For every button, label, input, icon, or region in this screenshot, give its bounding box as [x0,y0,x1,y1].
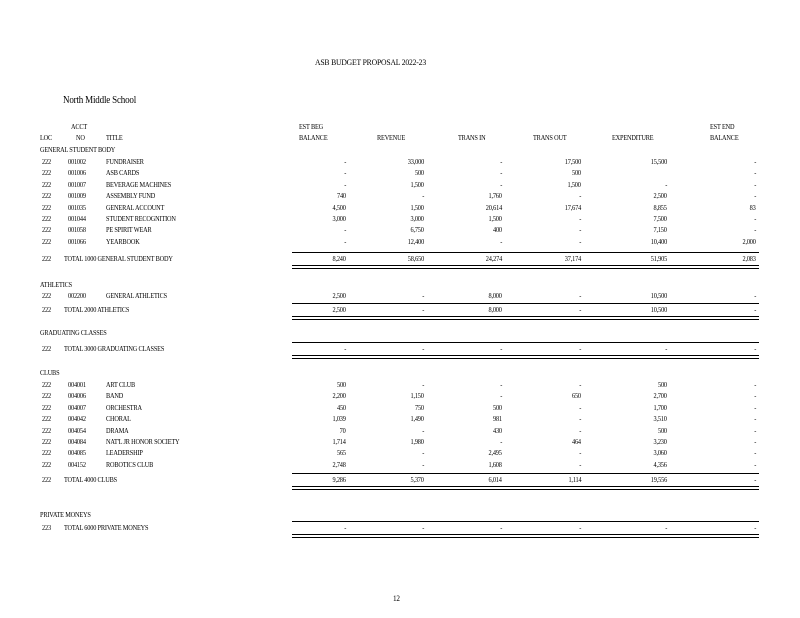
cell-rev: 1,490 [410,415,424,424]
cell-exp: 10,400 [650,237,667,246]
cell-beg: 2,500 [332,292,346,300]
total-title: TOTAL 1000 GENERAL STUDENT BODY [64,255,173,263]
cell-tout: - [579,215,581,223]
total-exp: 19,556 [650,476,667,484]
cell-tin: 1,500 [488,215,502,223]
cell-loc: 222 [42,192,51,201]
total-tin: 24,274 [485,255,502,263]
cell-tout: - [579,426,581,435]
cell-tout: - [579,226,581,235]
cell-tin: 8,000 [488,292,502,300]
total-title: TOTAL 4000 CLUBS [64,476,117,484]
cell-tin: - [500,158,502,166]
total-loc: 223 [42,524,51,532]
cell-loc: 222 [42,438,51,446]
total-title: TOTAL 3000 GRADUATING CLASSES [64,345,165,353]
total-tout: 1,114 [567,476,581,484]
cell-loc: 222 [42,381,51,389]
header-est-beg: EST BEG [299,123,324,131]
cell-end: - [754,403,756,412]
cell-exp: 4,356 [653,460,667,469]
total-rev: 5,370 [410,476,424,484]
total-loc: 222 [42,476,51,484]
cell-tin: - [500,180,502,189]
cell-rev: - [422,449,424,458]
cell-no: 004001 [68,381,86,389]
cell-tin: - [500,169,502,178]
header-expenditure: EXPENDITURE [612,134,654,142]
cell-no: 004007 [68,403,86,412]
cell-tout: 17,500 [564,158,581,166]
cell-rev: 500 [415,169,424,178]
subtotal-rule [292,521,759,522]
cell-no: 001002 [68,158,86,166]
cell-loc: 222 [42,392,51,401]
cell-exp: 3,060 [653,449,667,458]
cell-tin: 2,495 [488,449,502,458]
cell-end: - [754,381,756,389]
cell-title: BAND [106,392,124,401]
cell-title: CHORAL [106,415,131,424]
cell-exp: 8,855 [653,203,667,212]
cell-exp: 500 [658,426,667,435]
cell-tin: 20,614 [485,203,502,212]
section-heading: ATHLETICS [40,281,72,289]
cell-end: - [754,192,756,201]
cell-tin: 430 [493,426,502,435]
total-end: 2,083 [742,255,756,263]
cell-beg: 565 [337,449,346,458]
cell-tin: 1,608 [488,460,502,469]
cell-beg: 70 [340,426,346,435]
header-loc: LOC [40,134,53,142]
cell-loc: 222 [42,460,51,469]
cell-beg: 450 [337,403,346,412]
header-est-end: EST END [710,123,735,131]
total-loc: 222 [42,345,51,353]
cell-rev: 1,150 [410,392,424,401]
cell-rev: - [422,192,424,201]
cell-tout: 1,500 [567,180,581,189]
cell-exp: 10,500 [650,292,667,300]
cell-tout: - [579,403,581,412]
cell-tout: - [579,381,581,389]
cell-title: ASB CARDS [106,169,140,178]
total-end: - [754,476,756,484]
cell-exp: 500 [658,381,667,389]
cell-rev: 12,400 [407,237,424,246]
total-rev: - [422,345,424,353]
cell-tin: - [500,237,502,246]
cell-tout: - [579,415,581,424]
total-beg: 9,286 [332,476,346,484]
cell-tout: 650 [572,392,581,401]
cell-end: - [754,158,756,166]
cell-no: 001044 [68,215,86,223]
header-end-balance: BALANCE [710,134,739,142]
cell-rev: 33,000 [407,158,424,166]
cell-tout: 464 [572,438,581,446]
cell-exp: 2,500 [653,192,667,201]
cell-rev: 1,980 [410,438,424,446]
cell-exp: 1,700 [653,403,667,412]
cell-no: 004054 [68,426,86,435]
cell-title: YEARBOOK [106,237,140,246]
total-rev: - [422,306,424,314]
cell-beg: 2,200 [332,392,346,401]
total-exp: - [665,524,667,532]
cell-title: ROBOTICS CLUB [106,460,154,469]
cell-rev: 3,000 [410,215,424,223]
cell-loc: 222 [42,203,51,212]
cell-tout: - [579,460,581,469]
total-double-rule [292,316,759,320]
cell-no: 004006 [68,392,86,401]
cell-beg: 1,039 [332,415,346,424]
cell-tout: 500 [572,169,581,178]
cell-no: 001007 [68,180,86,189]
cell-no: 004084 [68,438,86,446]
cell-rev: - [422,426,424,435]
cell-beg: 500 [337,381,346,389]
total-tout: - [579,306,581,314]
section-heading: CLUBS [40,369,60,377]
total-rev: 58,650 [407,255,424,263]
cell-beg: - [344,158,346,166]
school-name: North Middle School [63,95,137,106]
total-double-rule [292,534,759,538]
total-tin: 8,000 [488,306,502,314]
cell-end: 83 [750,203,756,212]
cell-title: FUNDRAISER [106,158,144,166]
cell-end: - [754,392,756,401]
cell-beg: - [344,237,346,246]
cell-title: PE SPIRIT WEAR [106,226,152,235]
header-revenue: REVENUE [377,134,406,142]
cell-tout: - [579,192,581,201]
cell-tin: 400 [493,226,502,235]
cell-exp: 3,510 [653,415,667,424]
cell-loc: 222 [42,426,51,435]
total-title: TOTAL 2000 ATHLETICS [64,306,130,314]
cell-tin: 500 [493,403,502,412]
cell-end: - [754,438,756,446]
total-tin: - [500,345,502,353]
cell-tin: 981 [493,415,502,424]
total-end: - [754,345,756,353]
cell-rev: 6,750 [410,226,424,235]
total-tout: - [579,524,581,532]
cell-exp: 7,500 [653,215,667,223]
cell-beg: 1,714 [332,438,346,446]
total-beg: 8,240 [332,255,346,263]
cell-end: - [754,426,756,435]
header-trans-in: TRANS IN [458,134,486,142]
cell-tout: 17,674 [564,203,581,212]
cell-end: - [754,180,756,189]
cell-exp: - [665,180,667,189]
section-heading: GENERAL STUDENT BODY [40,146,116,154]
section-heading: GRADUATING CLASSES [40,329,107,337]
cell-exp: 2,700 [653,392,667,401]
total-exp: 10,500 [650,306,667,314]
cell-rev: 750 [415,403,424,412]
total-tin: 6,014 [488,476,502,484]
total-loc: 222 [42,306,51,314]
cell-title: GENERAL ACCOUNT [106,203,165,212]
subtotal-rule [292,303,759,304]
cell-beg: 4,500 [332,203,346,212]
total-tout: - [579,345,581,353]
total-tout: 37,174 [564,255,581,263]
total-tin: - [500,524,502,532]
cell-exp: 15,500 [650,158,667,166]
cell-beg: - [344,180,346,189]
total-beg: - [344,345,346,353]
cell-title: ASSEMBLY FUND [106,192,156,201]
cell-title: DRAMA [106,426,129,435]
total-title: TOTAL 6000 PRIVATE MONEYS [64,524,149,532]
cell-tout: - [579,237,581,246]
header-balance: BALANCE [299,134,328,142]
cell-rev: - [422,292,424,300]
subtotal-rule [292,252,759,253]
cell-rev: - [422,381,424,389]
cell-beg: - [344,169,346,178]
total-rev: - [422,524,424,532]
cell-loc: 222 [42,158,51,166]
cell-loc: 222 [42,237,51,246]
cell-no: 001009 [68,192,86,201]
section-heading: PRIVATE MONEYS [40,511,91,519]
cell-tin: - [500,381,502,389]
document-title: ASB BUDGET PROPOSAL 2022-23 [315,57,426,67]
cell-title: STUDENT RECOGNITION [106,215,176,223]
cell-loc: 222 [42,215,51,223]
cell-loc: 222 [42,226,51,235]
cell-tin: - [500,438,502,446]
cell-title: ORCHESTRA [106,403,142,412]
cell-no: 004152 [68,460,86,469]
cell-rev: 1,500 [410,180,424,189]
cell-no: 004042 [68,415,86,424]
total-end: - [754,306,756,314]
total-double-rule [292,355,759,359]
header-acct: ACCT [71,123,88,131]
cell-no: 001058 [68,226,86,235]
cell-no: 004085 [68,449,86,458]
cell-no: 001066 [68,237,86,246]
cell-beg: 740 [337,192,346,201]
total-loc: 222 [42,255,51,263]
subtotal-rule [292,342,759,343]
total-end: - [754,524,756,532]
cell-loc: 222 [42,449,51,458]
header-trans-out: TRANS OUT [533,134,567,142]
cell-beg: - [344,226,346,235]
cell-title: NAT'L JR HONOR SOCIETY [106,438,180,446]
cell-title: BEVERAGE MACHINES [106,180,172,189]
cell-exp: 3,230 [653,438,667,446]
cell-loc: 222 [42,403,51,412]
cell-end: - [754,415,756,424]
cell-title: GENERAL ATHLETICS [106,292,167,300]
cell-beg: 2,748 [332,460,346,469]
total-exp: 51,905 [650,255,667,263]
cell-no: 002200 [68,292,86,300]
cell-end: - [754,226,756,235]
cell-no: 001006 [68,169,86,178]
header-title: TITLE [106,134,123,142]
cell-end: - [754,215,756,223]
cell-tin: 1,760 [488,192,502,201]
total-exp: - [665,345,667,353]
cell-loc: 222 [42,180,51,189]
cell-tout: - [579,292,581,300]
total-beg: 2,500 [332,306,346,314]
total-beg: - [344,524,346,532]
cell-loc: 222 [42,169,51,178]
subtotal-rule [292,473,759,474]
cell-exp: 7,150 [653,226,667,235]
cell-no: 001035 [68,203,86,212]
cell-end: - [754,169,756,178]
cell-tin: - [500,392,502,401]
cell-end: - [754,292,756,300]
cell-title: ART CLUB [106,381,136,389]
cell-rev: - [422,460,424,469]
cell-rev: 1,500 [410,203,424,212]
cell-beg: 3,000 [332,215,346,223]
cell-end: - [754,460,756,469]
cell-loc: 222 [42,292,51,300]
cell-end: - [754,449,756,458]
cell-tout: - [579,449,581,458]
header-no: NO [76,134,85,142]
total-double-rule [292,486,759,490]
page-number: 12 [393,594,400,603]
cell-end: 2,000 [742,237,756,246]
cell-loc: 222 [42,415,51,424]
total-double-rule [292,265,759,269]
cell-title: LEADERSHIP [106,449,143,458]
